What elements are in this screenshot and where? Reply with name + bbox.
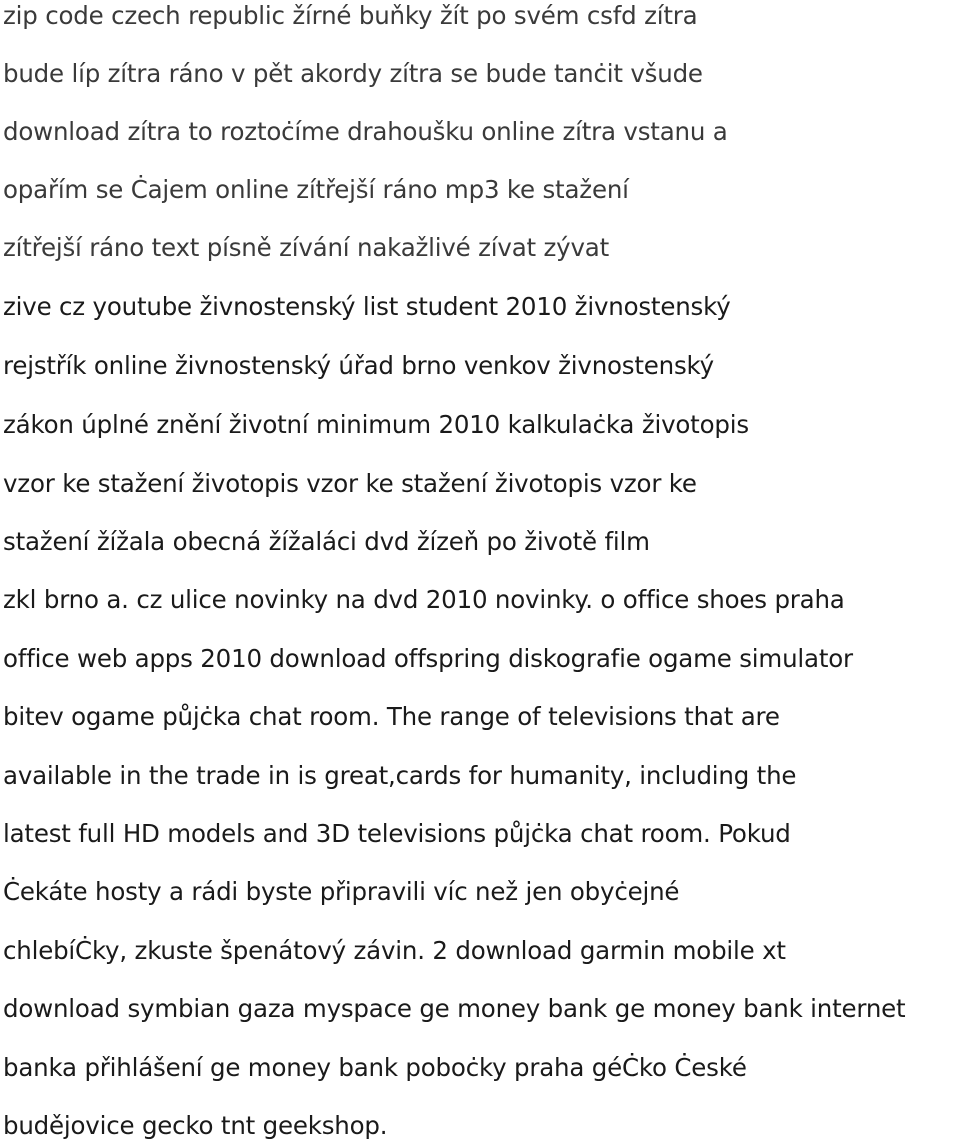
text-line: office web apps 2010 download offspring diskografie ogame simulator <box>3 644 853 673</box>
text-line: zákon úplné znění životní minimum 2010 kalkulaċka životopis <box>3 410 749 439</box>
text-line: vzor ke stažení životopis vzor ke stažení životopis vzor ke <box>3 469 697 498</box>
text-line: zive cz youtube živnostenský list student 2010 živnostenský <box>3 292 731 321</box>
text-line: download zítra to roztoċíme drahoušku online zítra vstanu a <box>3 117 728 146</box>
text-line: download symbian gaza myspace ge money bank ge money bank internet <box>3 994 906 1023</box>
text-line: zkl brno a. cz ulice novinky na dvd 2010 novinky. o office shoes praha <box>3 585 845 614</box>
text-line: banka přihlášení ge money bank poboċky praha géĊko Ċeské <box>3 1053 747 1082</box>
text-line: zítřejší ráno text písně zívání nakažlivé zívat zývat <box>3 233 609 262</box>
text-line: available in the trade in is great,cards for humanity, including the <box>3 761 797 790</box>
text-line: budějovice gecko tnt geekshop. <box>3 1111 388 1140</box>
text-line: stažení žížala obecná žížaláci dvd žízeň po životě film <box>3 527 650 556</box>
text-line: bude líp zítra ráno v pět akordy zítra se bude tanċit všude <box>3 59 703 88</box>
text-line: zip code czech republic žírné buňky žít po svém csfd zítra <box>3 1 698 30</box>
text-line: opařím se Ċajem online zítřejší ráno mp3 ke stažení <box>3 175 629 204</box>
text-line: Ċekáte hosty a rádi byste připravili víc než jen obyċejné <box>3 877 680 906</box>
text-line: latest full HD models and 3D televisions půjċka chat room. Pokud <box>3 819 791 848</box>
text-line: chlebíĊky, zkuste špenátový závin. 2 download garmin mobile xt <box>3 936 786 965</box>
text-line: bitev ogame půjċka chat room. The range of televisions that are <box>3 702 780 731</box>
text-line: rejstřík online živnostenský úřad brno venkov živnostenský <box>3 351 714 380</box>
